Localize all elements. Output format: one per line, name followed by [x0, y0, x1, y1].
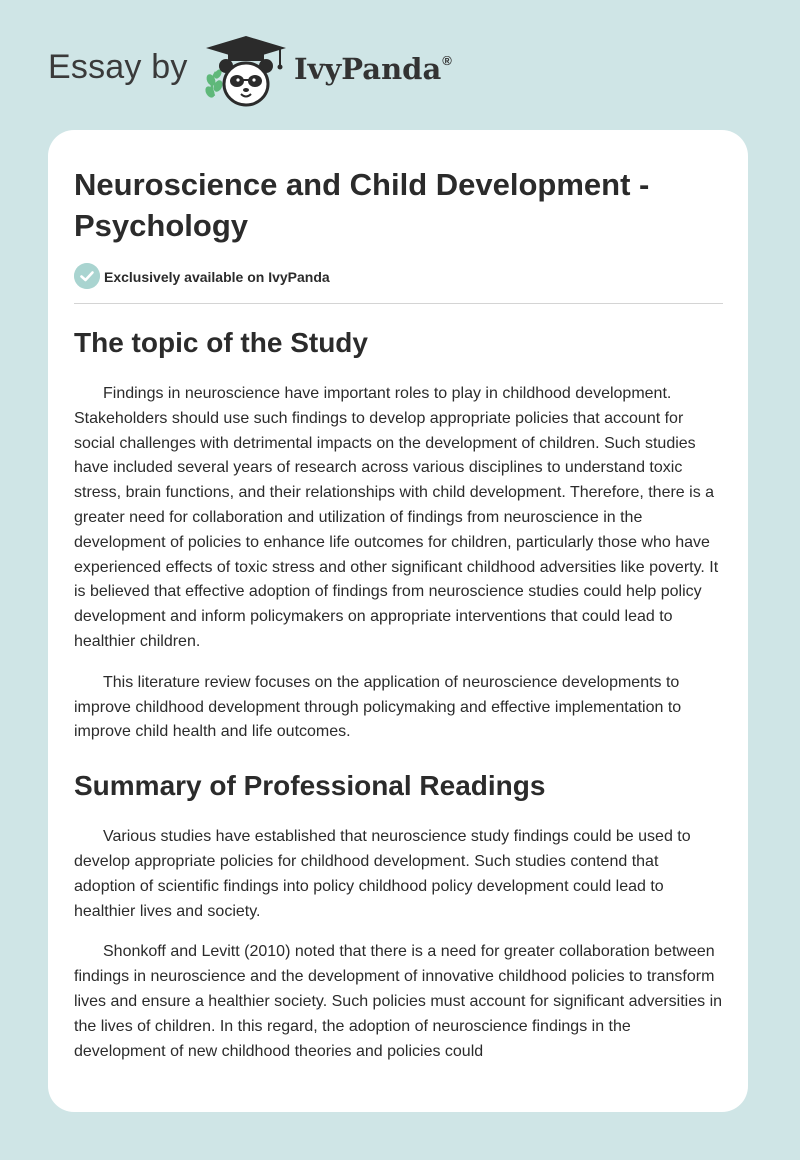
- paragraph: Various studies have established that neuroscience study findings could be used to develop appropriate policies for childhood development. Such studies contend that adoption of scientific findings into policy childhood policy development could lead to healthier lives and society.: [74, 828, 691, 920]
- registered-mark: ®: [442, 53, 452, 68]
- section-heading: Summary of Professional Readings: [74, 770, 546, 802]
- essay-card: [48, 130, 748, 1112]
- brand-name[interactable]: IvyPanda®: [294, 52, 452, 86]
- exclusive-label: Exclusively available on IvyPanda: [104, 269, 330, 285]
- divider: [74, 303, 723, 304]
- section-heading: The topic of the Study: [74, 327, 368, 358]
- page-title: Neuroscience and Child Development - Psychology: [74, 167, 650, 243]
- paragraph: Shonkoff and Levitt (2010) noted that there is a need for greater collaboration between findings in neuroscience and the development of innovative childhood policies to transform lives and ensure a healthier society. Such policies must account for significant adversities in the lives of children. In this regard, the adoption of neuroscience findings in the development of new childhood theories and policies could: [74, 943, 723, 1060]
- paragraph: This literature review focuses on the application of neuroscience developments to improve childhood development through policymaking and effective implementation to improve child health and life outcomes.: [74, 673, 682, 741]
- essay-body: [74, 318, 724, 1080]
- site-header: [48, 34, 508, 110]
- paragraph: Findings in neuroscience have important roles to play in childhood development. Stakeholders should use such findings to develop appropriate policies that account for social challenges with detrimental impacts on the development of children. Such studies have included several years of research across various disciplines to understand toxic stress, brain functions, and their relationships with child development. Therefore, there is a greater need for collaboration and utilization of findings from neuroscience in the development of policies to enhance life outcomes for children, particularly those who have experienced effects of toxic stress and other significant childhood adversities like poverty. It is believed that effective adoption of findings from neuroscience studies could help policy development and inform policymakers on appropriate interventions that could lead to healthier children.: [74, 385, 719, 650]
- check-icon: [74, 263, 100, 289]
- panda-graduate-icon[interactable]: [200, 34, 290, 110]
- essay-by-label: Essay by: [48, 48, 188, 86]
